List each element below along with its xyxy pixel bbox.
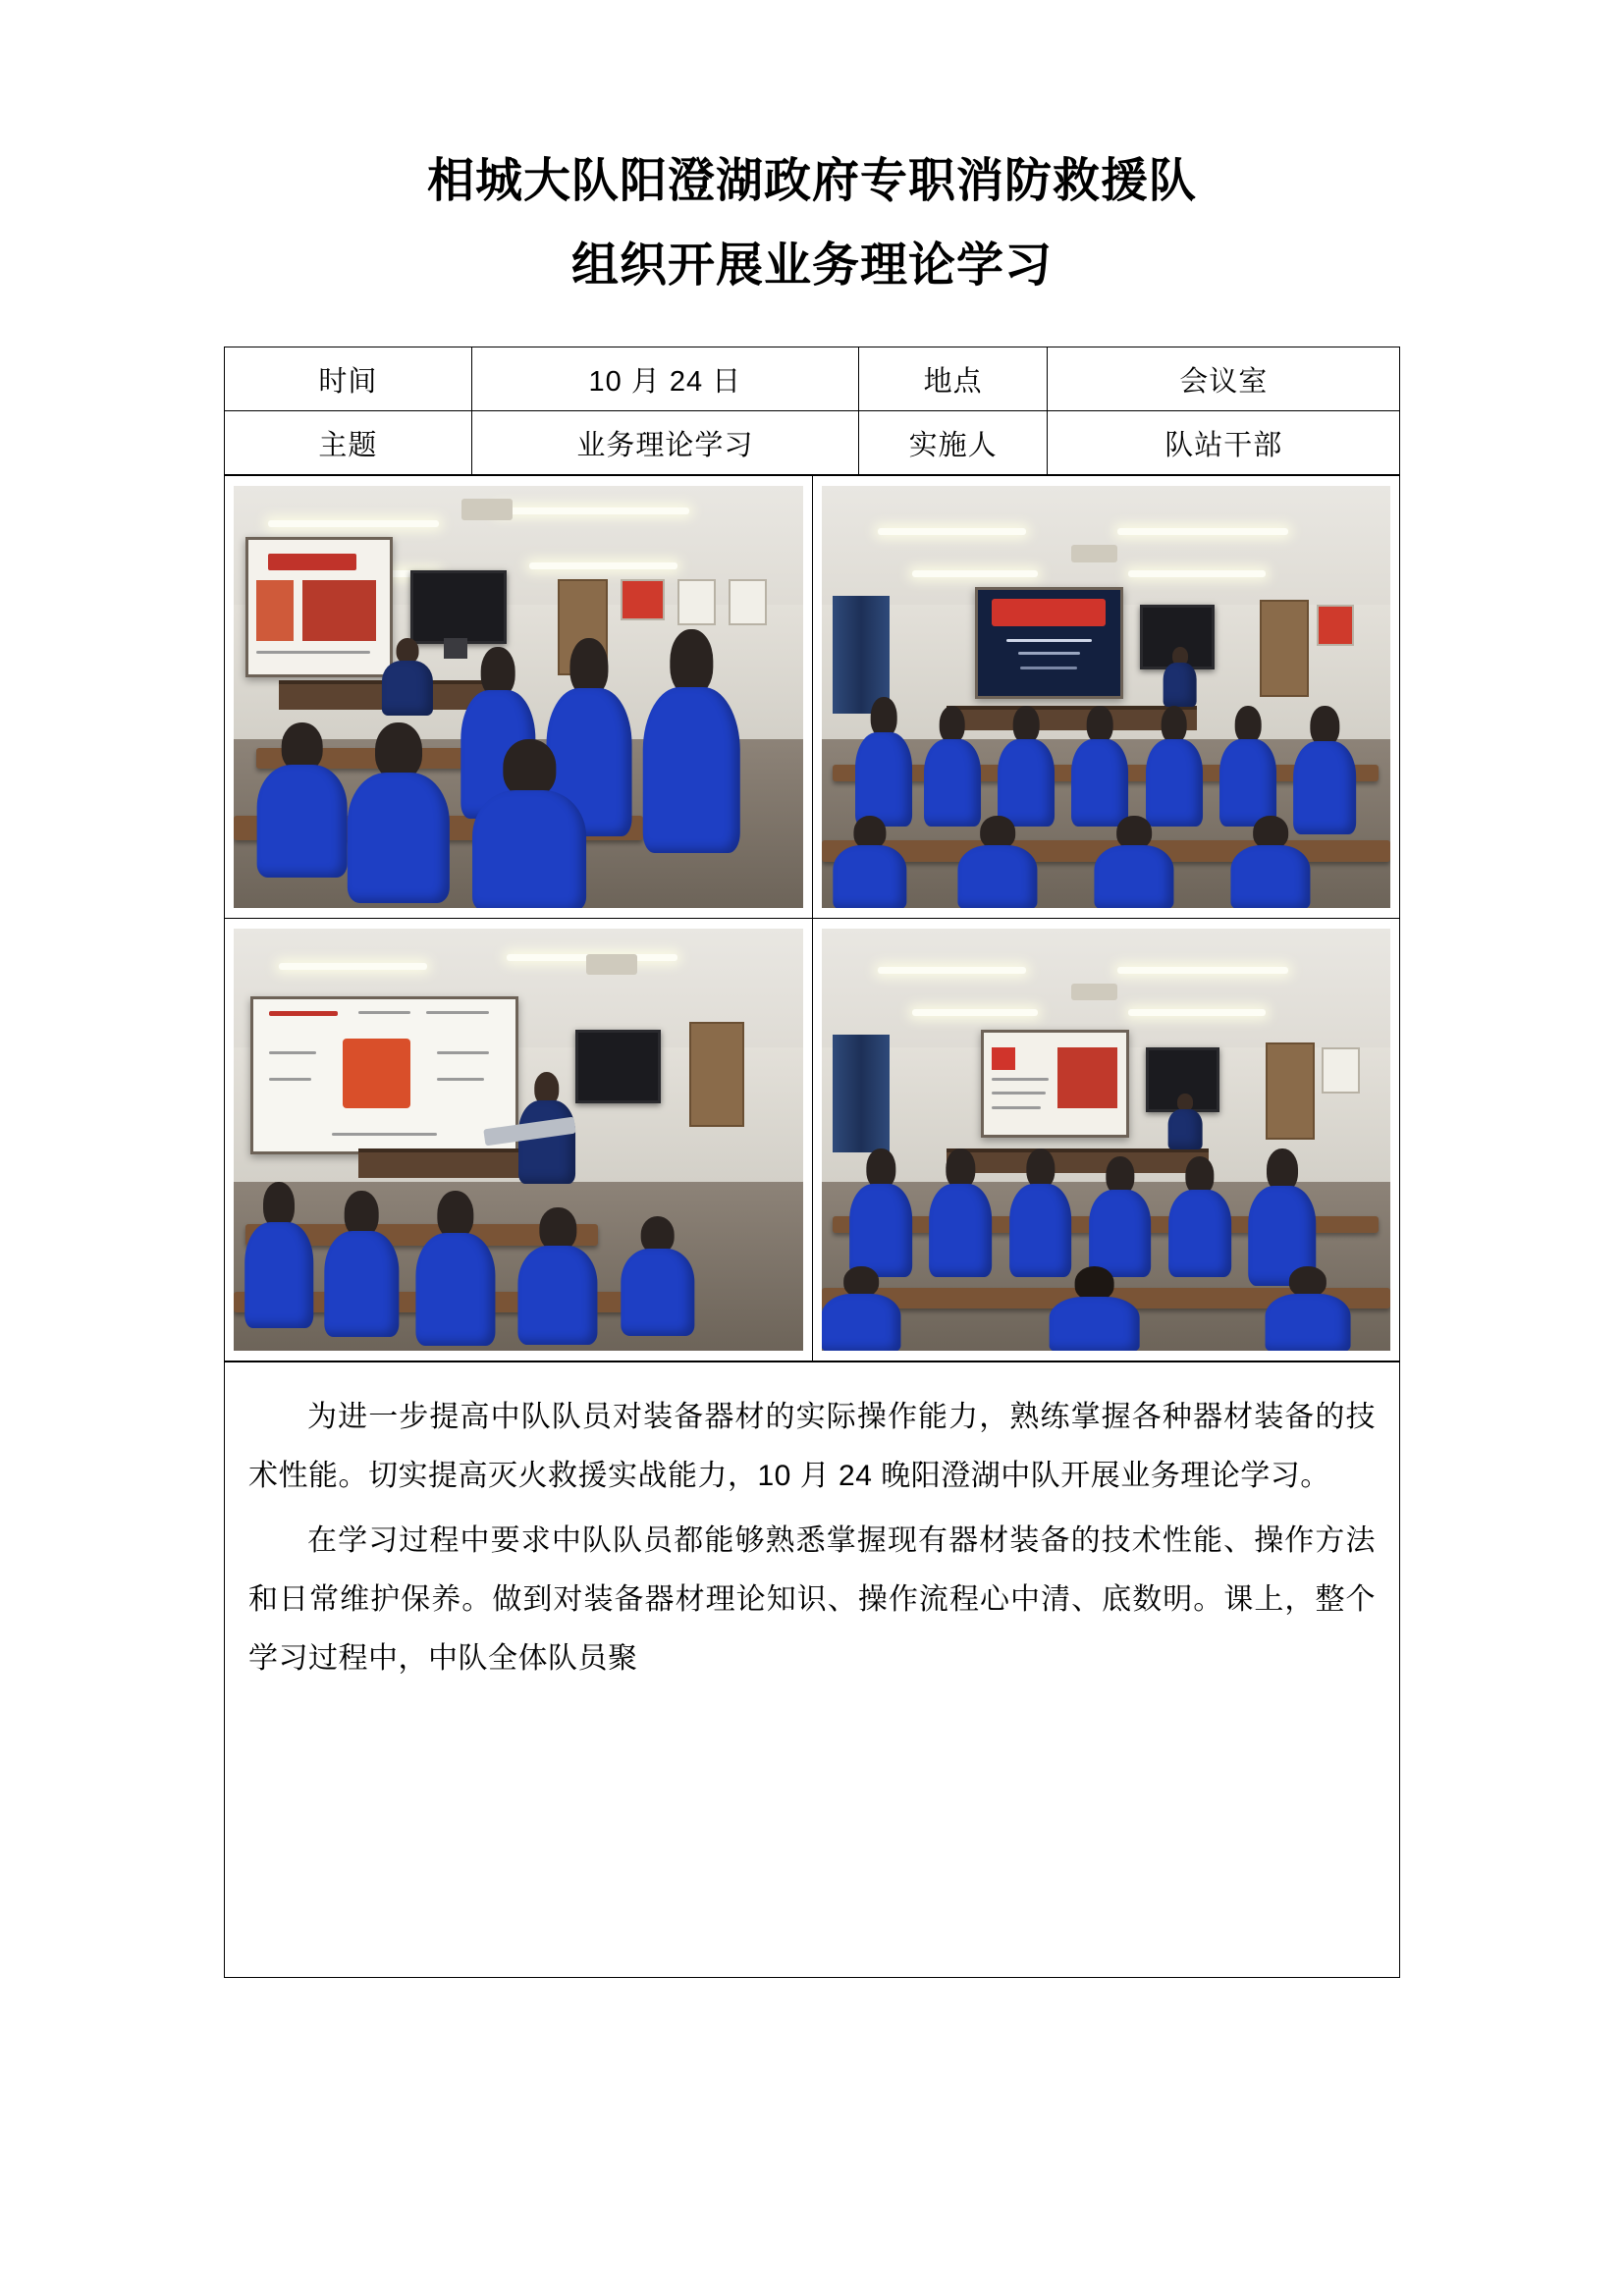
person-body [643, 687, 740, 854]
monitor [575, 1030, 661, 1103]
slide-image [256, 580, 294, 641]
caption-cell [225, 1362, 1400, 1978]
attendee [855, 697, 912, 824]
light-fixture-icon [878, 967, 1026, 974]
slide-text-line [1018, 652, 1081, 655]
attendee [930, 1148, 993, 1275]
info-value-topic: 业务理论学习 [471, 411, 858, 475]
person-head [843, 1266, 879, 1297]
attendee [833, 816, 906, 909]
photo-row-top [225, 476, 1400, 919]
person-head [1074, 1266, 1114, 1300]
info-label-presenter: 实施人 [858, 411, 1048, 475]
person-body [1163, 663, 1197, 707]
photo-bottom-left [234, 929, 803, 1351]
wall-poster [1322, 1047, 1360, 1094]
slide-text-line [1006, 639, 1092, 642]
slide-text-line [437, 1078, 484, 1081]
attendee [621, 1216, 694, 1334]
person-body [930, 1184, 993, 1277]
person-head [1116, 816, 1152, 849]
person-body [1009, 1184, 1072, 1277]
light-fixture-icon [279, 963, 427, 970]
attendee [1095, 816, 1174, 909]
person-head [947, 1148, 975, 1189]
person-head [1289, 1266, 1326, 1297]
person-body [1071, 739, 1128, 827]
light-fixture-icon [1128, 570, 1265, 577]
person-body [1219, 739, 1276, 827]
page-title-line-2: 组织开展业务理论学习 [570, 239, 1053, 292]
attendee [1009, 1148, 1072, 1275]
person-body [1146, 739, 1203, 827]
attendee [256, 722, 348, 875]
person-head [540, 1207, 576, 1251]
person-head [1267, 1148, 1298, 1192]
person-head [980, 816, 1015, 849]
slide-text-line [269, 1011, 337, 1016]
person-head [375, 722, 422, 779]
slide-text-line [992, 1078, 1049, 1081]
attendee [325, 1191, 399, 1334]
presentation-slide [975, 587, 1123, 699]
attendee [348, 722, 450, 900]
person-head [871, 697, 897, 737]
attendee [1146, 706, 1203, 824]
slide-text-line [269, 1051, 316, 1054]
person-body [924, 739, 981, 827]
slide-title-band [992, 599, 1106, 626]
person-head [1026, 1148, 1055, 1189]
wall-poster [729, 579, 767, 625]
page-title-line-1: 相城大队阳澄湖政府专职消防救援队 [426, 155, 1197, 207]
person-head [437, 1191, 473, 1240]
person-head [671, 629, 713, 695]
person-body [415, 1233, 495, 1346]
photo-cell-bottom-left [225, 919, 813, 1362]
photo-top-left [234, 486, 803, 908]
light-fixture-icon [1117, 528, 1288, 535]
person-head [1311, 706, 1339, 746]
photo-top-right [822, 486, 1391, 908]
monitor [410, 570, 508, 644]
attendee [1049, 1266, 1140, 1351]
person-head [853, 816, 886, 849]
person-head [570, 638, 609, 696]
photo-grid [224, 475, 1400, 1362]
person-head [504, 739, 556, 796]
page-title [224, 147, 1400, 299]
presentation-slide [245, 537, 394, 678]
caption-paragraph-1: 为进一步提高中队队员对装备器材的实际操作能力，熟练掌握各种器材装备的技术性能。切实提高灭火救援实战能力，10 月 24 晚阳澄湖中队开展业务理论学习。 [248, 1401, 1376, 1493]
door [1260, 600, 1309, 697]
light-fixture-icon [912, 570, 1037, 577]
info-label-topic: 主题 [225, 411, 472, 475]
presentation-slide [250, 996, 518, 1154]
person-body [348, 773, 450, 904]
attendee [849, 1148, 912, 1275]
person-head [867, 1148, 895, 1189]
instructor [1163, 647, 1197, 706]
slide-text-line [332, 1133, 437, 1136]
attendee [822, 1266, 901, 1351]
person-body [1089, 1190, 1152, 1277]
projector-icon [586, 954, 637, 976]
slide-diagram [343, 1039, 410, 1108]
slide-image [1057, 1047, 1117, 1108]
table-row [225, 1362, 1400, 1978]
slide-image [302, 580, 376, 641]
light-fixture-icon [1117, 967, 1288, 974]
slide-text-line [256, 651, 370, 654]
attendee [1266, 1266, 1351, 1351]
photo-cell-top-left [225, 476, 813, 919]
person-body [1095, 845, 1174, 908]
info-value-presenter: 队站干部 [1048, 411, 1400, 475]
attendee [924, 706, 981, 824]
attendee [1089, 1156, 1152, 1274]
attendee [1231, 816, 1311, 909]
attendee [1293, 706, 1356, 832]
attendee [1219, 706, 1276, 824]
photo-bottom-right [822, 929, 1391, 1351]
person-body [325, 1231, 399, 1337]
light-fixture-icon [912, 1009, 1037, 1016]
light-fixture-icon [529, 562, 677, 569]
person-body [849, 1184, 912, 1277]
light-fixture-icon [1128, 1009, 1265, 1016]
slide-text-line [426, 1011, 489, 1014]
presentation-slide [981, 1030, 1129, 1137]
person-body [518, 1246, 598, 1346]
person-body [1265, 1294, 1350, 1351]
wall-poster [1317, 605, 1355, 647]
attendee [998, 706, 1055, 824]
wall-poster [677, 579, 716, 625]
instructor [382, 638, 433, 714]
projector-icon [1071, 984, 1116, 1000]
person-body [245, 1222, 314, 1328]
info-label-time: 时间 [225, 347, 472, 411]
light-fixture-icon [268, 520, 439, 527]
slide-title-band [268, 554, 356, 571]
projector-icon [461, 499, 513, 520]
window-curtain [833, 1035, 890, 1152]
attendee [1071, 706, 1128, 824]
person-body [1168, 1109, 1203, 1149]
door [1266, 1042, 1315, 1140]
attendee [1248, 1148, 1317, 1284]
attendee [472, 739, 586, 908]
person-body [998, 739, 1055, 827]
table-row [225, 411, 1400, 475]
photo-cell-top-right [812, 476, 1400, 919]
attendee [643, 629, 740, 849]
slide-text-line [437, 1051, 489, 1054]
person-body [382, 661, 433, 716]
slide-text-line [269, 1078, 311, 1081]
person-body [1049, 1297, 1140, 1351]
slide-text-line [1020, 667, 1077, 669]
person-body [472, 790, 586, 908]
person-body [958, 845, 1038, 908]
person-head [1253, 816, 1288, 849]
caption-paragraph-2: 在学习过程中要求中队队员都能够熟悉掌握现有器材装备的技术性能、操作方法和日常维护保养。做到对装备器材理论知识、操作流程心中清、底数明。课上，整个学习过程中，中队全体队员聚 [248, 1524, 1376, 1676]
person-body [822, 1294, 901, 1351]
instructor [1168, 1094, 1203, 1148]
attendee [1168, 1156, 1231, 1274]
light-fixture-icon [496, 507, 689, 514]
person-body [855, 732, 912, 826]
caption-table [224, 1362, 1400, 1978]
slide-text-line [358, 1011, 410, 1014]
attendee [245, 1182, 314, 1325]
person-head [345, 1191, 379, 1237]
light-fixture-icon [878, 528, 1026, 535]
photo-row-bottom [225, 919, 1400, 1362]
attendee [958, 816, 1038, 909]
info-label-place: 地点 [858, 347, 1048, 411]
person-body [833, 845, 906, 908]
person-body [256, 765, 348, 878]
person-body [1168, 1190, 1231, 1277]
slide-text-line [992, 1092, 1046, 1095]
meeting-info-table [224, 347, 1400, 475]
info-value-time: 10 月 24 日 [471, 347, 858, 411]
attendee [518, 1207, 598, 1343]
person-head [263, 1182, 295, 1228]
table-row [225, 347, 1400, 411]
slide-text-line [992, 1106, 1040, 1109]
photo-cell-bottom-right [812, 919, 1400, 1362]
slide-image [992, 1047, 1014, 1070]
door [689, 1022, 744, 1127]
person-body [1231, 845, 1311, 908]
person-head [281, 722, 323, 772]
attendee [415, 1191, 495, 1343]
info-value-place: 会议室 [1048, 347, 1400, 411]
projector-icon [1071, 545, 1116, 561]
wall-poster [621, 579, 665, 621]
person-body [621, 1249, 694, 1336]
person-body [518, 1100, 575, 1184]
